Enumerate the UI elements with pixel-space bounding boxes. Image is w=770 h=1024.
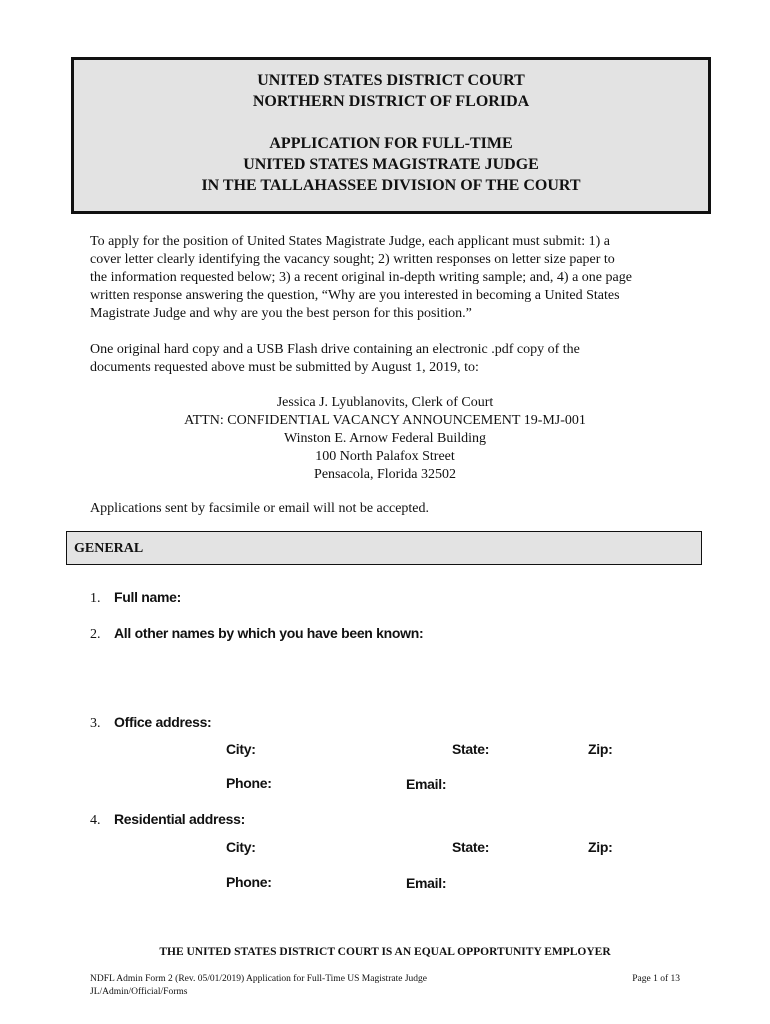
- instructions-paragraph: [90, 233, 680, 323]
- residential-city-label: City:: [226, 839, 256, 855]
- question-office-address: [90, 714, 211, 732]
- residential-phone-label: Phone:: [226, 874, 272, 890]
- form-id-line: NDFL Admin Form 2 (Rev. 05/01/2019) Application for Full-Time US Magistrate Judge: [90, 974, 427, 984]
- question-number: 4.: [90, 813, 101, 828]
- office-email-label: Email:: [406, 776, 447, 792]
- court-name: UNITED STATES DISTRICT COURT: [257, 72, 525, 89]
- office-city-label: City:: [226, 741, 256, 757]
- office-phone-label: Phone:: [226, 775, 272, 791]
- question-number: 2.: [90, 627, 101, 642]
- form-title-line1: APPLICATION FOR FULL-TIME: [269, 135, 513, 152]
- instructions-line: the information requested below; 3) a recent original in-depth writing sample; and, 4) a one page: [90, 270, 632, 285]
- question-label: Full name:: [114, 589, 182, 605]
- instructions-line: cover letter clearly identifying the vacancy sought; 2) written responses on letter size paper to: [90, 252, 615, 267]
- question-number: 1.: [90, 591, 101, 606]
- address-line: Pensacola, Florida 32502: [314, 467, 456, 482]
- form-path-line: JL/Admin/Official/Forms: [90, 987, 188, 997]
- question-full-name: [90, 589, 181, 607]
- residential-email-label: Email:: [406, 875, 447, 891]
- office-state-label: State:: [452, 741, 490, 757]
- section-header-general: GENERAL: [66, 531, 702, 565]
- court-district: NORTHERN DISTRICT OF FLORIDA: [252, 93, 530, 110]
- question-number: 3.: [90, 716, 101, 731]
- instructions-line: To apply for the position of United States Magistrate Judge, each applicant must submit: 1) a: [90, 234, 611, 249]
- form-identifier: [90, 973, 570, 999]
- address-line: Winston E. Arnow Federal Building: [283, 431, 487, 446]
- question-other-names: [90, 625, 423, 643]
- header-box: [71, 57, 711, 214]
- submission-paragraph: [90, 341, 680, 377]
- form-title-line3: IN THE TALLAHASSEE DIVISION OF THE COURT: [201, 177, 581, 194]
- submission-line: documents requested above must be submitted by August 1, 2019, to:: [90, 360, 479, 375]
- submission-notice: Applications sent by facsimile or email will not be accepted.: [90, 501, 430, 516]
- address-line: 100 North Palafox Street: [315, 449, 455, 464]
- address-line: Jessica J. Lyublanovits, Clerk of Court: [276, 395, 494, 410]
- instructions-line: written response answering the question, “Why are you interested in becoming a United States: [90, 288, 620, 303]
- instructions-line: Magistrate Judge and why are you the best person for this position.”: [90, 306, 472, 321]
- question-label: All other names by which you have been known:: [114, 625, 424, 641]
- equal-opportunity-statement: THE UNITED STATES DISTRICT COURT IS AN EQUAL OPPORTUNITY EMPLOYER: [159, 946, 611, 958]
- residential-state-label: State:: [452, 839, 490, 855]
- submission-line: One original hard copy and a USB Flash drive containing an electronic .pdf copy of the: [90, 342, 580, 357]
- address-line: ATTN: CONFIDENTIAL VACANCY ANNOUNCEMENT 19-MJ-001: [184, 413, 586, 428]
- office-zip-label: Zip:: [588, 741, 613, 757]
- question-label: Office address:: [114, 714, 212, 730]
- page-number: Page 1 of 13: [632, 974, 680, 984]
- question-label: Residential address:: [114, 811, 245, 827]
- mailing-address: [90, 394, 680, 484]
- residential-zip-label: Zip:: [588, 839, 613, 855]
- form-title-line2: UNITED STATES MAGISTRATE JUDGE: [243, 156, 539, 173]
- question-residential-address: [90, 811, 245, 829]
